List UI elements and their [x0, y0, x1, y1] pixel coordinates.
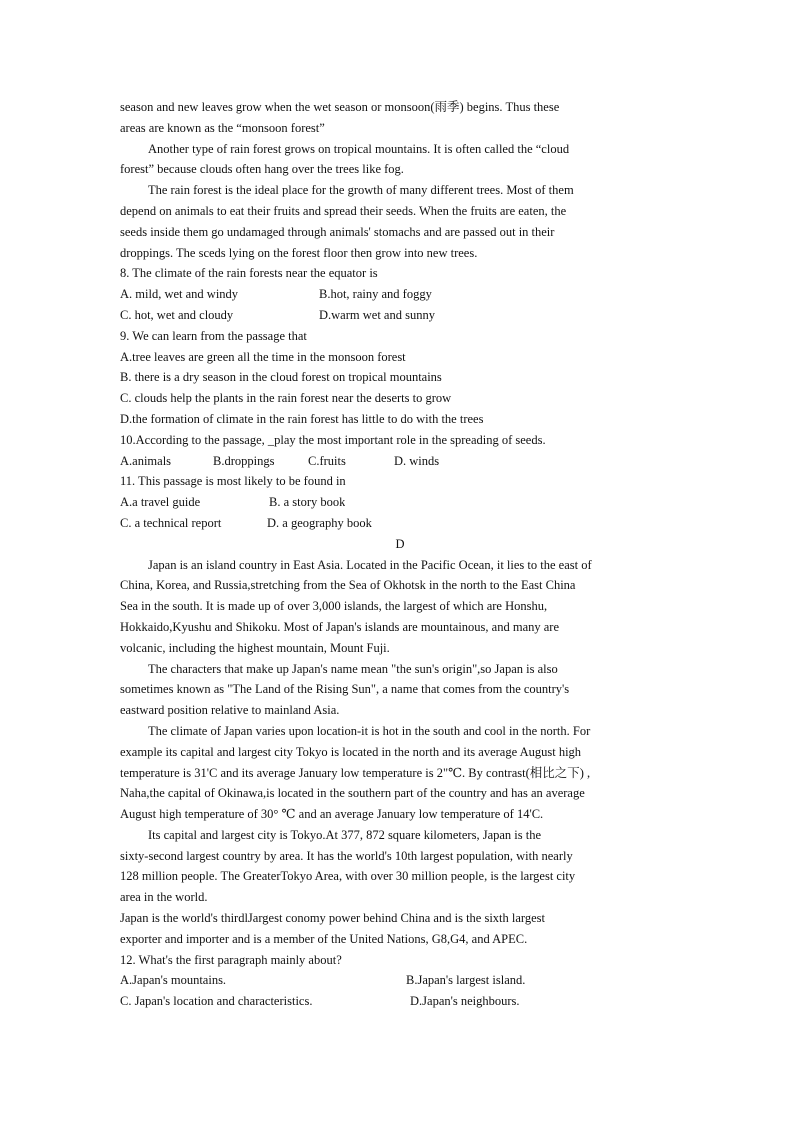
paragraph-line: areas are known as the “monsoon forest”: [120, 120, 325, 135]
paragraph-line: seeds inside them go undamaged through animals' stomachs and are passed out in their: [120, 224, 555, 239]
question-12: [120, 950, 680, 1012]
option-a: A.Japan's mountains.: [120, 973, 227, 988]
paragraph-line: exporter and importer and is a member of the United Nations, G8,G4, and APEC.: [120, 931, 528, 946]
question-stem: 11. This passage is most likely to be found in: [120, 474, 346, 489]
paragraph-line: example its capital and largest city Tokyo is located in the north and its average August high: [120, 744, 582, 759]
option-d: D.the formation of climate in the rain forest has little to do with the trees: [120, 411, 484, 426]
option-b: B.droppings: [213, 453, 275, 468]
question-stem: 8. The climate of the rain forests near the equator is: [120, 266, 378, 281]
option-row: [120, 305, 680, 326]
question-11: [120, 471, 680, 533]
option-a: A. mild, wet and windy: [120, 287, 239, 302]
question-10: [120, 430, 680, 472]
paragraph-line: The climate of Japan varies upon location-it is hot in the south and cool in the north. For: [148, 723, 591, 738]
option-d: D.Japan's neighbours.: [410, 994, 520, 1009]
section-heading: D: [395, 536, 405, 551]
paragraph-line: volcanic, including the highest mountain, Mount Fuji.: [120, 640, 390, 655]
option-a: A.a travel guide: [120, 495, 201, 510]
option-a: A.animals: [120, 453, 172, 468]
passage-c-continued: [120, 97, 680, 263]
option-row: [120, 970, 680, 991]
paragraph-line: Japan is the world's thirdlJargest conomy power behind China and is the sixth largest: [120, 911, 545, 926]
option-d: D. a geography book: [267, 515, 372, 530]
option-c: C. a technical report: [120, 515, 222, 530]
option-row: [120, 451, 680, 472]
question-stem: 9. We can learn from the passage that: [120, 328, 307, 343]
paragraph-line: eastward position relative to mainland Asia.: [120, 703, 340, 718]
paragraph-line: August high temperature of 30° ℃ and an average January low temperature of 14'C.: [120, 807, 544, 822]
paragraph-line: forest” because clouds often hang over the trees like fog.: [120, 162, 404, 177]
paragraph-line: Japan is an island country in East Asia. Located in the Pacific Ocean, it lies to the east of: [148, 557, 592, 572]
option-c: C.fruits: [308, 453, 346, 468]
option-c: C. clouds help the plants in the rain forest near the deserts to grow: [120, 391, 452, 406]
paragraph-line: Its capital and largest city is Tokyo.At 377, 872 square kilometers, Japan is the: [148, 827, 542, 842]
question-8: [120, 263, 680, 325]
option-c: C. hot, wet and cloudy: [120, 307, 234, 322]
paragraph-line: depend on animals to eat their fruits and spread their seeds. When the fruits are eaten, the: [120, 203, 567, 218]
paragraph-line: Naha,the capital of Okinawa,is located in the southern part of the country and has an average: [120, 786, 585, 801]
paragraph-line: Hokkaido,Kyushu and Shikoku. Most of Japan's islands are mountainous, and many are: [120, 619, 559, 634]
question-9: [120, 326, 680, 430]
option-row: [120, 492, 680, 513]
option-a: A.tree leaves are green all the time in the monsoon forest: [120, 349, 406, 364]
paragraph-line: droppings. The sceds lying on the forest floor then grow into new trees.: [120, 245, 478, 260]
paragraph-line: temperature is 31'C and its average January low temperature is 2"℃. By contrast(相比之下) ,: [120, 765, 591, 780]
option-d: D.warm wet and sunny: [319, 307, 435, 322]
option-row: [120, 284, 680, 305]
paragraph-line: season and new leaves grow when the wet season or monsoon(雨季) begins. Thus these: [120, 100, 560, 114]
option-b: B.hot, rainy and foggy: [319, 287, 432, 302]
option-b: B. a story book: [269, 495, 346, 510]
paragraph-line: China, Korea, and Russia,stretching from the Sea of Okhotsk in the north to the East China: [120, 578, 576, 593]
question-stem: 10.According to the passage, _play the most important role in the spreading of seeds.: [120, 432, 546, 447]
paragraph-line: The rain forest is the ideal place for the growth of many different trees. Most of them: [148, 183, 574, 198]
paragraph-line: Another type of rain forest grows on tropical mountains. It is often called the “cloud: [148, 141, 570, 156]
option-row: [120, 513, 680, 534]
paragraph-line: sixty-second largest country by area. It has the world's 10th largest population, with nearly: [120, 848, 573, 863]
paragraph-line: area in the world.: [120, 890, 208, 905]
option-b: B. there is a dry season in the cloud forest on tropical mountains: [120, 370, 442, 385]
passage-d: [120, 555, 680, 950]
document-page: [120, 97, 680, 1012]
option-c: C. Japan's location and characteristics.: [120, 994, 313, 1009]
paragraph-line: Sea in the south. It is made up of over 3,000 islands, the largest of which are Honshu,: [120, 599, 548, 614]
option-row: [120, 991, 680, 1012]
option-b: B.Japan's largest island.: [406, 973, 526, 988]
paragraph-line: The characters that make up Japan's name mean "the sun's origin",so Japan is also: [148, 661, 558, 676]
paragraph-line: 128 million people. The GreaterTokyo Area, with over 30 million people, is the largest city: [120, 869, 576, 884]
option-d: D. winds: [394, 453, 440, 468]
question-stem: 12. What's the first paragraph mainly about?: [120, 952, 342, 967]
paragraph-line: sometimes known as "The Land of the Rising Sun", a name that comes from the country's: [120, 682, 570, 697]
